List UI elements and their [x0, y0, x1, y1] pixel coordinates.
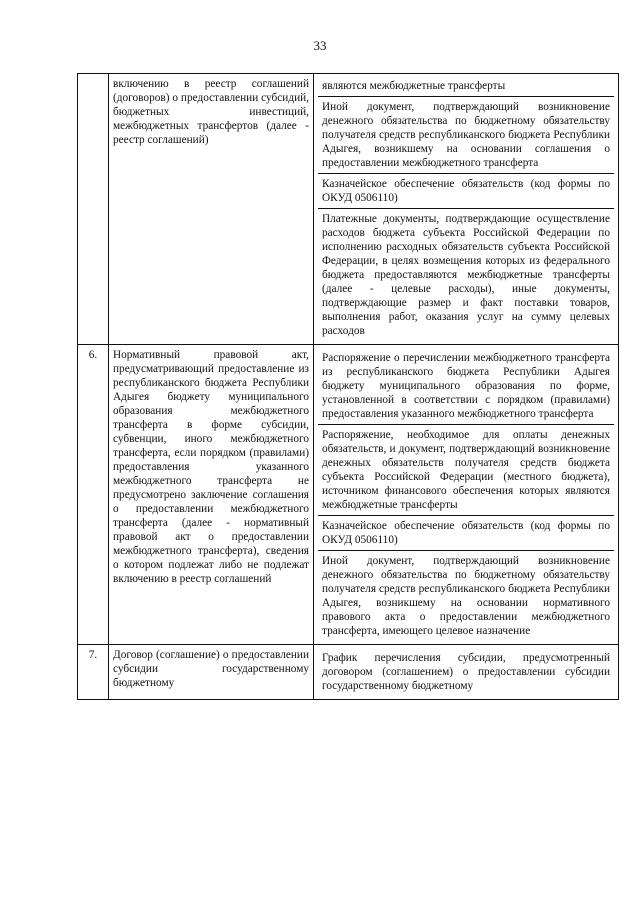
basis-document: Нормативный правовой акт, предусматривающий предоставление из республиканского бюджета Республики Адыгея бюджету муниципального образования межбюджетного трансферта в форме субсидии, субвенции, иного межбюджетного трансферта, если порядком (правилами) предоставления указанного межбюджетного трансферта не предусмотрено заключение соглашения о предоставлении межбюджетного трансферта (далее - нормативный правовой акт о предоставлении межбюджетного трансферта), сведения о котором подлежат либо не подлежат включению в реестр соглашений: [109, 345, 314, 645]
required-document: Распоряжение, необходимое для оплаты денежных обязательств, и документ, подтверждающий возникновение денежных обязательств получателя средств бюджета субъекта Российской Федерации (местного бюджета), источником финансового обеспечения которых являются межбюджетные трансферты: [318, 425, 614, 516]
required-documents-cell: [314, 645, 619, 700]
page-number: 33: [313, 38, 327, 53]
basis-document: включению в реестр соглашений (договоров) о предоставлении субсидий, бюджетных инвестиций, межбюджетных трансфертов (далее - реестр соглашений): [109, 74, 314, 345]
required-document: являются межбюджетные трансферты: [318, 77, 614, 97]
required-documents-cell: [314, 345, 619, 645]
required-document: Иной документ, подтверждающий возникновение денежного обязательства по бюджетному обязательству получателя средств республиканского бюджета Республики Адыгея, возникшему на основании соглашения о предоставлении межбюджетного трансферта: [318, 97, 614, 174]
row-number: 7.: [78, 645, 109, 700]
documents-table: [77, 73, 619, 700]
required-document: Распоряжение о перечислении межбюджетного трансферта из республиканского бюджета Республики Адыгея бюджету муниципального образования по форме, установленной в соответствии с порядком (правилами) предоставления указанного межбюджетного трансферта: [318, 348, 614, 425]
required-document: Иной документ, подтверждающий возникновение денежного обязательства по бюджетному обязательству получателя средств республиканского бюджета Республики Адыгея, возникшему на основании нормативного правового акта о предоставлении межбюджетного трансферта, имеющего целевое назначение: [322, 555, 610, 637]
required-document: Платежные документы, подтверждающие осуществление расходов бюджета субъекта Российской Федерации по исполнению расходных обязательств субъекта Российской Федерации, в целях возмещения которых из федерального бюджета предоставляются межбюджетные трансферты (далее - целевые расходы), иные документы, подтверждающие размер и факт поставки товаров, выполнения работ, оказания услуг на сумму целевых расходов: [322, 213, 610, 337]
row-number: 6.: [78, 345, 109, 645]
required-document: Казначейское обеспечение обязательств (код формы по ОКУД 0506110): [318, 516, 614, 551]
table-row: [78, 345, 619, 645]
basis-document: Договор (соглашение) о предоставлении субсидии государственному бюджетному: [109, 645, 314, 700]
table-row: [78, 645, 619, 700]
required-document: График перечисления субсидии, предусмотренный договором (соглашением) о предоставлении субсидии государственному бюджетному: [322, 652, 610, 692]
required-document: Казначейское обеспечение обязательств (код формы по ОКУД 0506110): [318, 174, 614, 209]
required-documents-cell: [314, 74, 619, 345]
table-row: [78, 74, 619, 345]
row-number: [78, 74, 109, 345]
